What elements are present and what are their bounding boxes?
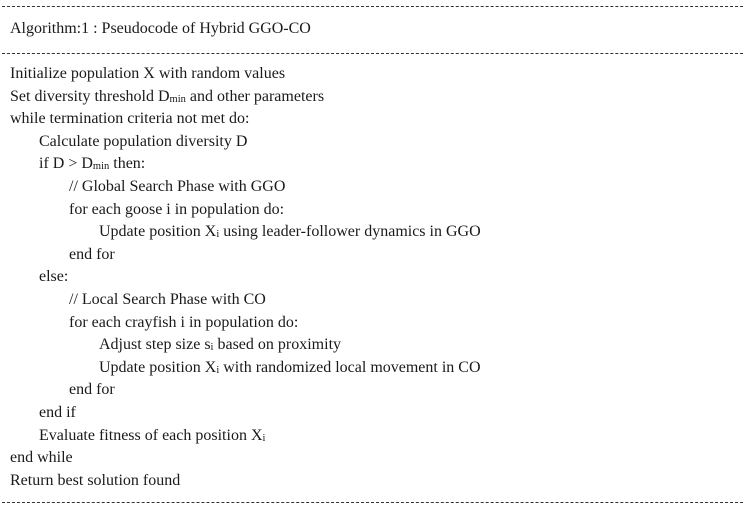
line-text: end for [69,245,115,263]
pseudocode-line [0,447,481,470]
line-text: based on proximity [213,336,342,354]
line-text: while termination criteria not met do: [10,110,250,128]
line-text: Return best solution found [10,471,181,489]
line-text: with randomized local movement in CO [219,358,481,376]
line-text: if D > D [39,155,93,173]
top-divider [2,6,743,7]
line-text: // Local Search Phase with CO [69,290,266,308]
subscript: i [210,342,214,354]
pseudocode-line [0,334,481,357]
pseudocode-line [0,199,481,222]
subscript: i [262,432,266,444]
line-text: Update position X [99,223,217,241]
line-text: for each crayfish i in population do: [69,313,299,331]
line-text: Calculate population diversity D [39,132,248,150]
line-text: // Global Search Phase with GGO [69,177,286,195]
line-text: Adjust step size s [99,336,211,354]
subscript: i [216,364,220,376]
pseudocode-line [0,266,481,289]
pseudocode-line [0,402,481,425]
pseudocode-line [0,425,481,448]
pseudocode-line [0,289,481,312]
pseudocode-line [0,108,481,131]
header-divider [2,53,743,54]
pseudocode-line [0,86,481,109]
line-text: and other parameters [185,87,325,105]
pseudocode-line [0,176,481,199]
bottom-divider [2,502,743,503]
subscript: i [216,229,220,241]
line-text: using leader-follower dynamics in GGO [219,223,481,241]
pseudocode-line [0,379,481,402]
pseudocode-line [0,312,481,335]
line-text: end for [69,381,115,399]
pseudocode-line [0,221,481,244]
line-text: end if [39,403,76,421]
subscript: min [169,93,186,105]
line-text: Initialize population X with random values [10,65,286,82]
line-text: Update position X [99,358,217,376]
pseudocode-line [0,131,481,154]
line-text: end while [10,449,73,467]
pseudocode-line [0,63,481,86]
line-text: Set diversity threshold D [10,87,170,105]
pseudocode-line [0,153,481,176]
line-text: for each goose i in population do: [69,200,285,218]
pseudocode-line [0,357,481,380]
line-text: Evaluate fitness of each position X [39,426,263,444]
subscript: min [92,161,110,173]
line-text: else: [39,268,69,286]
pseudocode-line [0,244,481,267]
line-text: then: [109,155,146,173]
pseudocode-body [0,63,481,492]
algorithm-title: Algorithm:1 : Pseudocode of Hybrid GGO-CO [10,20,311,37]
pseudocode-line [0,470,481,493]
